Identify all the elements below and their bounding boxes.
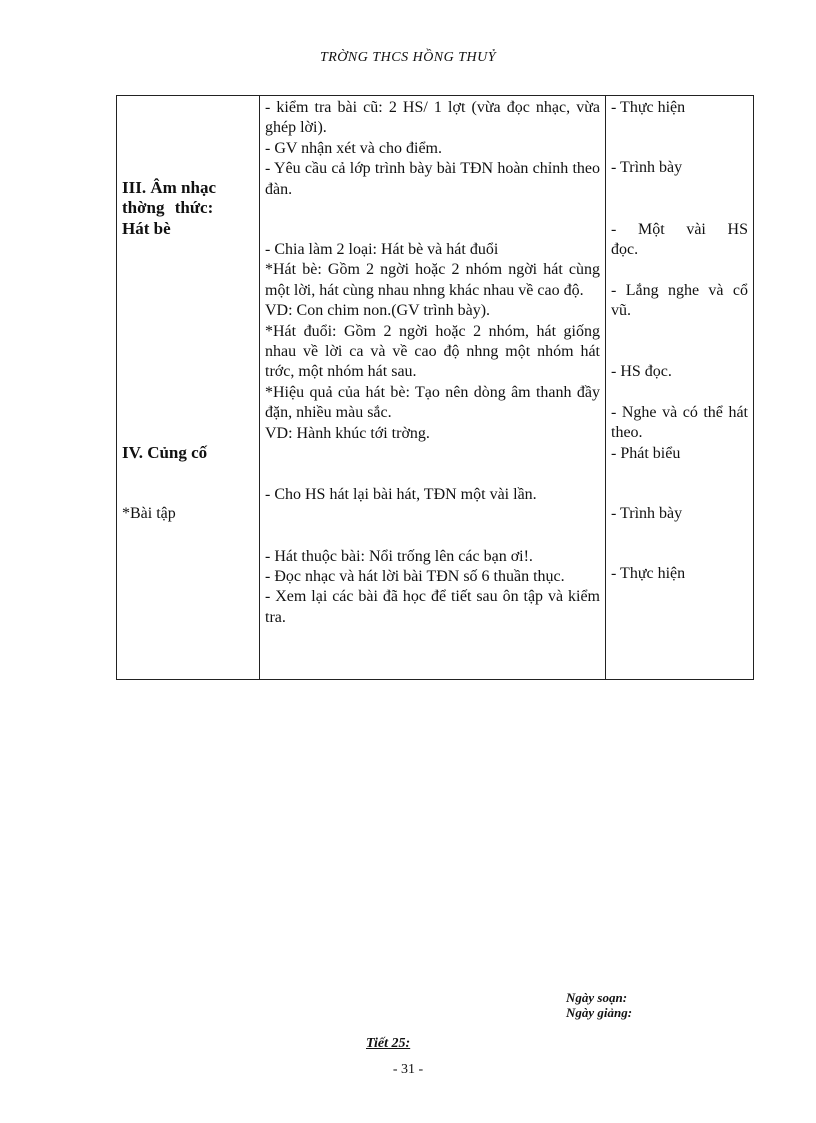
activity-text: - Hát thuộc bài: Nổi trống lên các bạn ơi!. [265, 547, 533, 565]
student-text: - HS đọc. [611, 363, 672, 381]
lesson-number: Tiết 25: [366, 1036, 411, 1051]
page-number: - 31 - [392, 1062, 424, 1077]
activity-text: - Chia làm 2 loại: Hát bè và hát đuổi [265, 241, 499, 259]
student-text: - Lắng nghe và cổ vũ. [611, 281, 748, 320]
activity-text: *Hát đuổi: Gồm 2 ngời hoặc 2 nhóm, hát giống nhau về lời ca và về cao độ nhng một nhóm hát trớc, một nhóm hát sau. [265, 322, 600, 381]
lesson-plan-table [116, 95, 754, 680]
activity-text: - Xem lại các bài đã học để tiết sau ôn tập và kiểm tra. [265, 588, 600, 626]
section-heading: III. Âm nhạc [122, 178, 216, 197]
student-text: - Thực hiện [611, 565, 686, 583]
activity-text: - kiểm tra bài cũ: 2 HS/ 1 lợt (vừa đọc nhạc, vừa ghép lời). [265, 99, 600, 137]
section-column [117, 96, 260, 680]
student-text: - Trình bày [611, 159, 683, 177]
section-heading: thờng thức: [122, 198, 214, 218]
activity-text: VD: Con chim non.(GV trình bày). [265, 302, 491, 320]
activity-text: VD: Hành khúc tới trờng. [265, 424, 430, 442]
activity-text: *Hiệu quả của hát bè: Tạo nên dòng âm thanh đầy đặn, nhiều màu sắc. [265, 383, 600, 422]
teacher-activity-column [260, 96, 606, 680]
activity-text: - Yêu cầu cả lớp trình bày bài TĐN hoàn chỉnh theo đàn. [265, 160, 600, 198]
student-text: - Một vài HS đọc. [611, 220, 748, 259]
student-activity-column [606, 96, 754, 680]
section-heading: Hát bè [122, 218, 171, 238]
table-row [117, 96, 754, 680]
activity-text: - GV nhận xét và cho điểm. [265, 139, 442, 157]
student-text: - Phát biểu [611, 444, 681, 462]
student-text: - Thực hiện [611, 99, 686, 116]
date-prepared-label: Ngày soạn: [566, 990, 628, 1005]
student-text: - Trình bày [611, 505, 683, 523]
activity-text: *Hát bè: Gồm 2 ngời hoặc 2 nhóm ngời hát cùng một lời, hát cùng nhau nhng khác nhau về cao độ. [265, 261, 600, 299]
section-heading: IV. Củng cố [122, 443, 208, 463]
date-taught-label: Ngày giảng: [566, 1005, 633, 1020]
school-header: TRỜNG THCS HỒNG THUỶ [319, 50, 497, 65]
activity-text: - Cho HS hát lại bài hát, TĐN một vài lần. [265, 486, 537, 504]
activity-text: - Đọc nhạc và hát lời bài TĐN số 6 thuần thục. [265, 567, 565, 585]
student-text: - Nghe và có thể hát theo. [611, 403, 748, 442]
exercise-label: *Bài tập [122, 504, 176, 522]
date-block [566, 990, 632, 1020]
